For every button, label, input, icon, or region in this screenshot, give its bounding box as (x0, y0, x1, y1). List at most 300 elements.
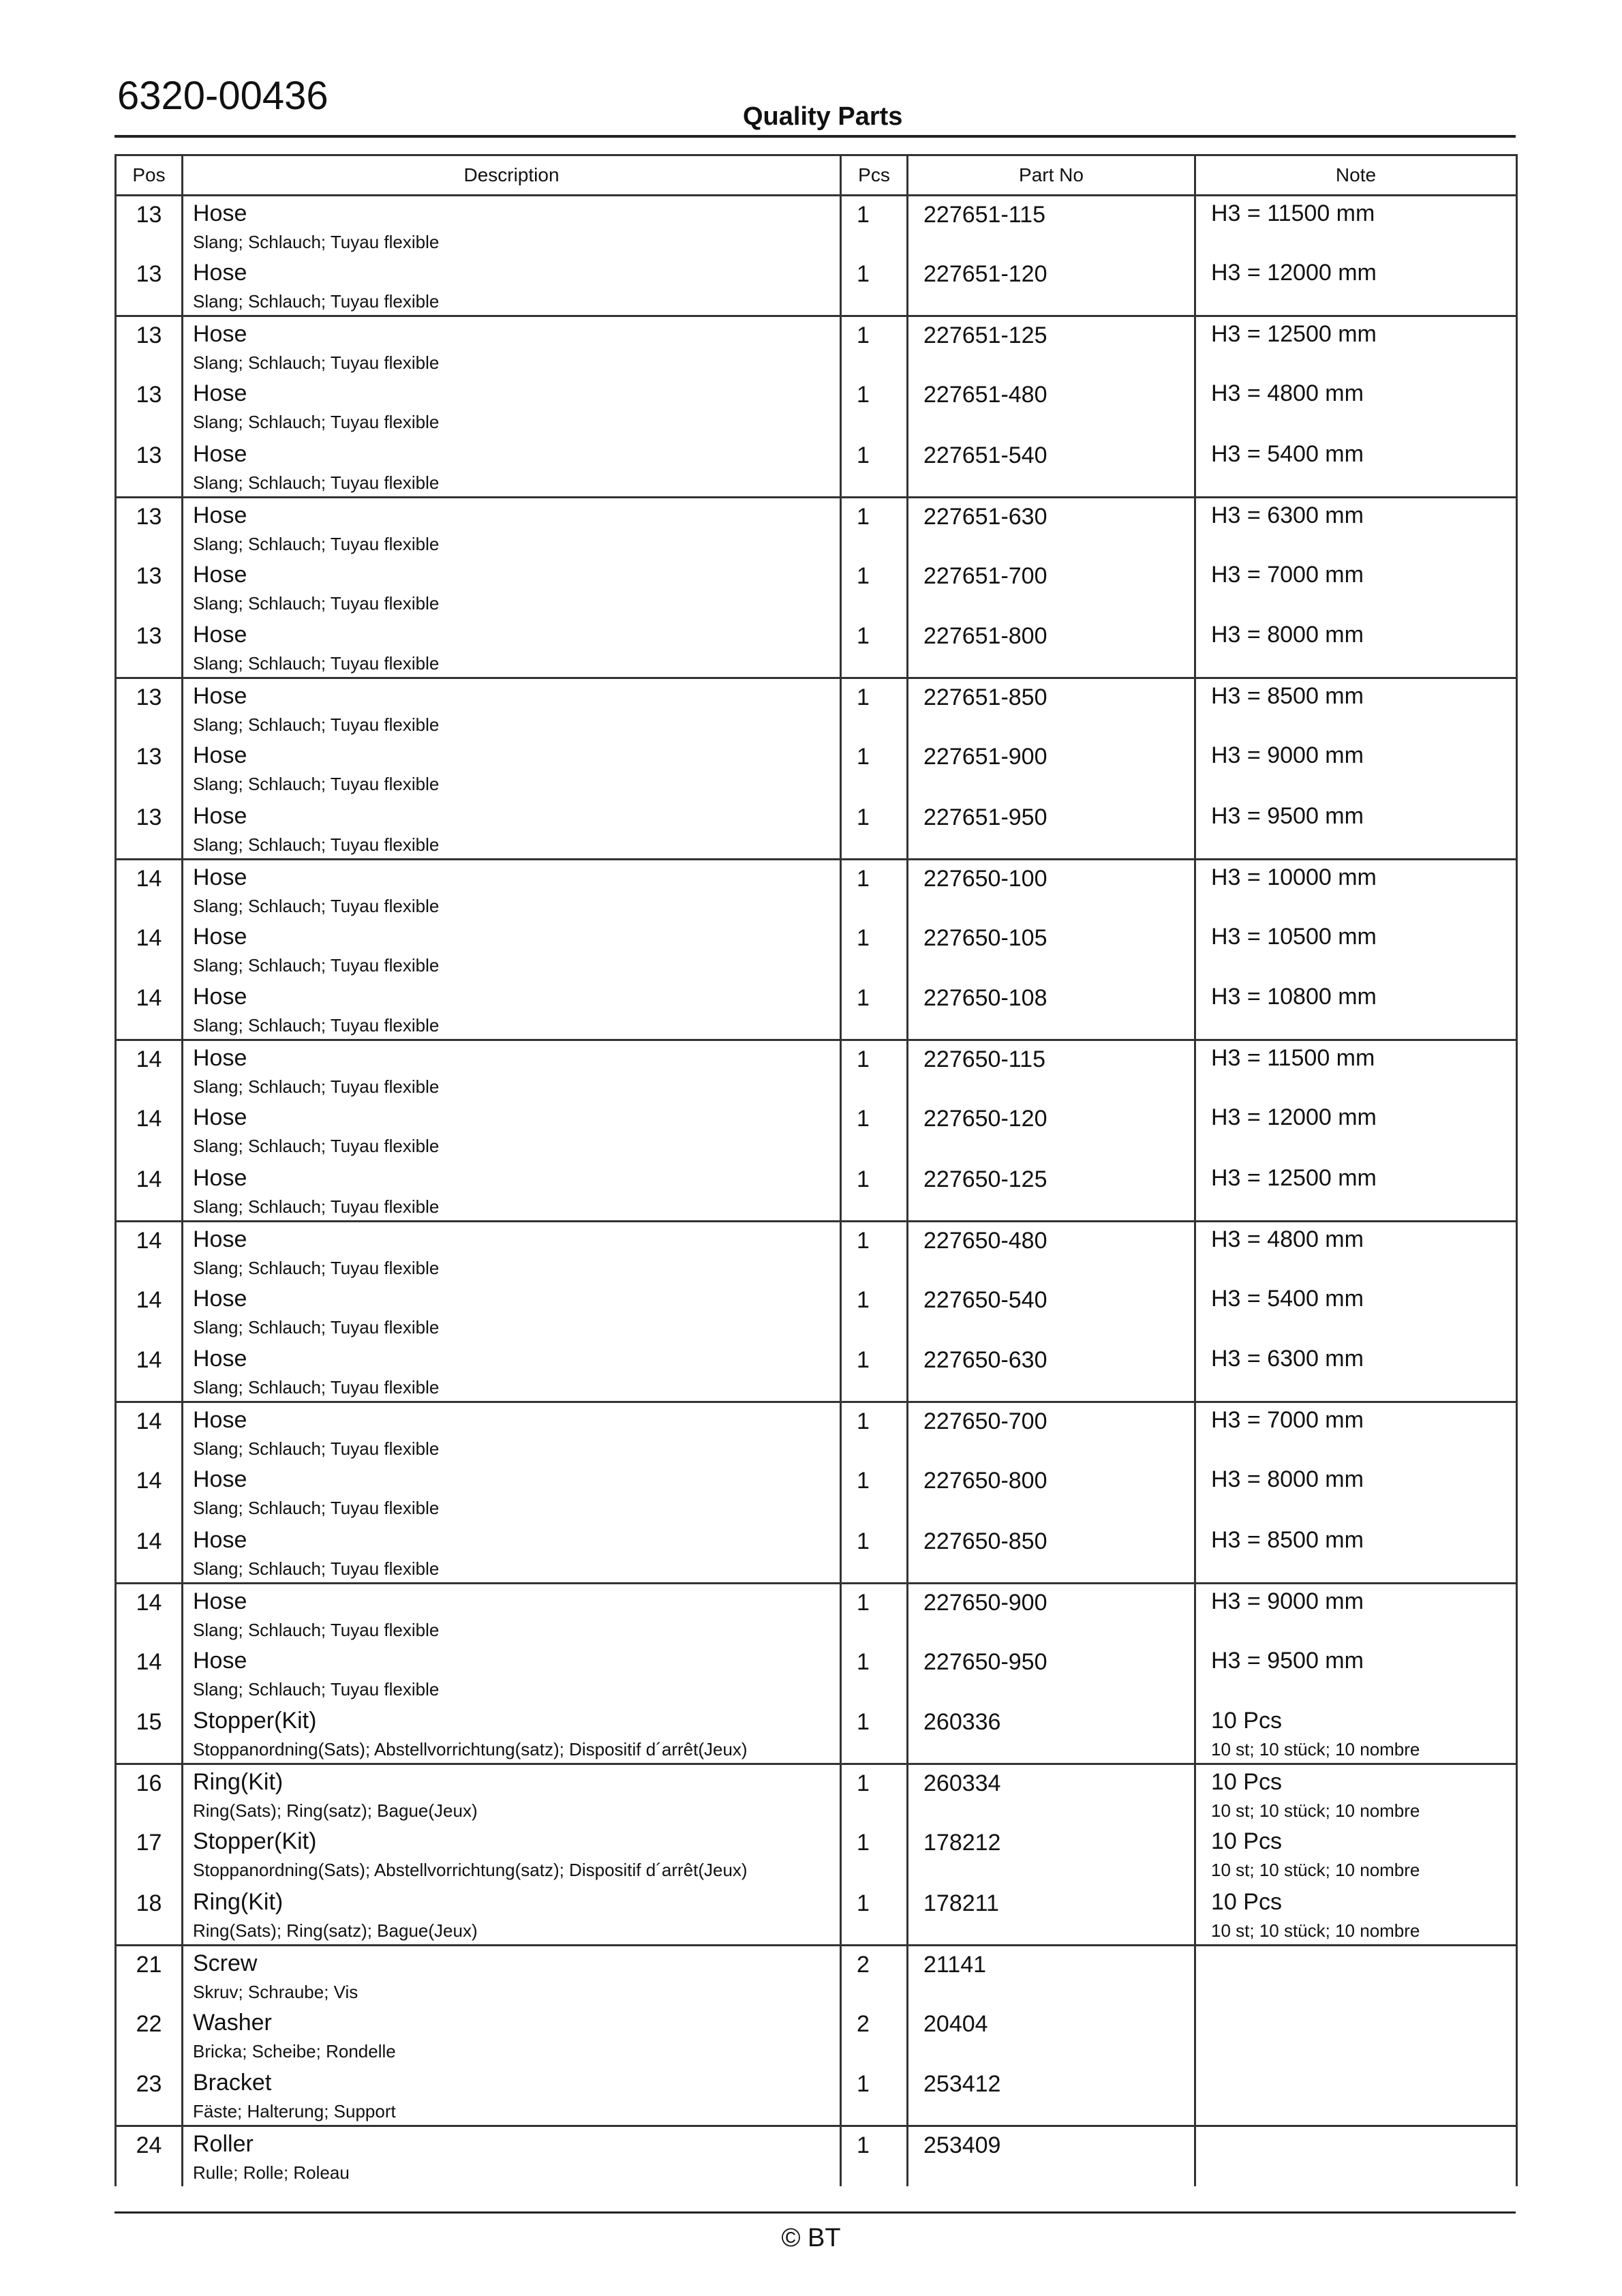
row-pcs: 1 (841, 196, 908, 256)
note-translations: 10 st; 10 stück; 10 nombre (1211, 1800, 1420, 1821)
column-header-pos: Pos (116, 155, 183, 196)
row-description (183, 1462, 841, 1523)
row-description (183, 1824, 841, 1885)
table-row (116, 1462, 1517, 1523)
note-translations: 10 st; 10 stück; 10 nombre (1211, 1860, 1420, 1880)
description-main: Hose (193, 380, 247, 406)
description-translations: Slang; Schlauch; Tuyau flexible (193, 1196, 440, 1217)
note-translations (1196, 2011, 1516, 2019)
row-note (1195, 1704, 1517, 1764)
row-note (1195, 316, 1517, 377)
description-translations: Slang; Schlauch; Tuyau flexible (193, 1076, 440, 1097)
note-main: H3 = 12500 mm (1211, 321, 1377, 347)
note-main: H3 = 9500 mm (1211, 802, 1364, 829)
row-pcs: 1 (841, 738, 908, 799)
note-main: 10 Pcs (1211, 1888, 1282, 1915)
row-pcs: 1 (841, 1100, 908, 1161)
row-pos: 13 (116, 316, 183, 377)
note-main: H3 = 9500 mm (1211, 1647, 1364, 1674)
column-header-description: Description (183, 155, 841, 196)
row-part-no: 260336 (908, 1704, 1195, 1764)
row-description (183, 1161, 841, 1222)
row-part-no: 227650-800 (908, 1462, 1195, 1523)
description-translations: Ring(Sats); Ring(satz); Bague(Jeux) (193, 1800, 478, 1821)
table-row (116, 799, 1517, 860)
description-translations: Slang; Schlauch; Tuyau flexible (193, 352, 440, 373)
row-pos: 15 (116, 1704, 183, 1764)
row-pos: 14 (116, 1342, 183, 1402)
description-main: Hose (193, 864, 247, 890)
row-pos: 13 (116, 678, 183, 739)
row-pos: 23 (116, 2066, 183, 2126)
note-translations: 10 st; 10 stück; 10 nombre (1211, 1739, 1420, 1759)
row-part-no: 227650-630 (908, 1342, 1195, 1402)
note-main: H3 = 10800 mm (1211, 984, 1377, 1010)
description-main: Stopper(Kit) (193, 1708, 317, 1734)
note-main: H3 = 9000 mm (1211, 742, 1364, 768)
row-part-no: 227651-120 (908, 256, 1195, 316)
table-row (116, 1824, 1517, 1885)
note-main: H3 = 7000 mm (1211, 1407, 1364, 1433)
row-pcs: 1 (841, 1704, 908, 1764)
row-pos: 14 (116, 1462, 183, 1523)
description-main: Hose (193, 802, 247, 829)
row-description (183, 1644, 841, 1704)
row-pcs: 1 (841, 678, 908, 739)
page-title: Quality Parts (743, 102, 903, 131)
description-main: Hose (193, 742, 247, 768)
row-description (183, 437, 841, 498)
row-part-no: 227651-950 (908, 799, 1195, 860)
row-note (1195, 1221, 1517, 1282)
description-translations: Slang; Schlauch; Tuyau flexible (193, 895, 440, 916)
row-pos: 13 (116, 376, 183, 437)
row-pcs: 1 (841, 859, 908, 920)
note-main: H3 = 9000 mm (1211, 1588, 1364, 1614)
column-header-part-no: Part No (908, 155, 1195, 196)
row-pos: 14 (116, 920, 183, 980)
row-note (1195, 1462, 1517, 1523)
row-description (183, 799, 841, 860)
description-translations: Slang; Schlauch; Tuyau flexible (193, 291, 440, 312)
row-pcs: 1 (841, 1402, 908, 1463)
table-row (116, 859, 1517, 920)
description-translations: Slang; Schlauch; Tuyau flexible (193, 1619, 440, 1640)
row-part-no: 227650-120 (908, 1100, 1195, 1161)
row-pcs: 1 (841, 1221, 908, 1282)
table-row (116, 1040, 1517, 1101)
table-row (116, 1161, 1517, 1222)
row-part-no: 20404 (908, 2006, 1195, 2066)
description-main: Hose (193, 1588, 247, 1614)
note-main (1196, 1946, 1516, 1952)
description-translations: Slang; Schlauch; Tuyau flexible (193, 533, 440, 554)
note-main: H3 = 5400 mm (1211, 440, 1364, 467)
description-main: Hose (193, 923, 247, 950)
note-main: H3 = 8500 mm (1211, 683, 1364, 709)
description-main: Hose (193, 1226, 247, 1252)
row-note (1195, 980, 1517, 1040)
row-note (1195, 1583, 1517, 1644)
note-main: H3 = 8500 mm (1211, 1526, 1364, 1553)
note-main: H3 = 10500 mm (1211, 923, 1377, 950)
description-translations: Slang; Schlauch; Tuyau flexible (193, 1558, 440, 1579)
description-main: Hose (193, 1526, 247, 1553)
row-pcs: 1 (841, 558, 908, 618)
table-row (116, 2126, 1517, 2187)
row-description (183, 2006, 841, 2066)
description-main: Hose (193, 561, 247, 588)
description-main: Hose (193, 984, 247, 1010)
note-main: H3 = 8000 mm (1211, 1466, 1364, 1492)
row-pos: 18 (116, 1885, 183, 1946)
row-note (1195, 1523, 1517, 1584)
description-main: Hose (193, 1346, 247, 1372)
table-row (116, 1885, 1517, 1946)
note-translations: 10 st; 10 stück; 10 nombre (1211, 1920, 1420, 1941)
row-pos: 17 (116, 1824, 183, 1885)
row-part-no: 227651-115 (908, 196, 1195, 256)
row-pcs: 2 (841, 2006, 908, 2066)
row-description (183, 859, 841, 920)
table-row (116, 1945, 1517, 2006)
row-pos: 14 (116, 1583, 183, 1644)
row-part-no: 227651-630 (908, 497, 1195, 558)
row-pcs: 1 (841, 980, 908, 1040)
row-description (183, 1583, 841, 1644)
description-main: Hose (193, 1164, 247, 1191)
description-translations: Slang; Schlauch; Tuyau flexible (193, 954, 440, 976)
row-part-no: 227651-480 (908, 376, 1195, 437)
note-main: H3 = 11500 mm (1211, 1045, 1375, 1071)
description-translations: Slang; Schlauch; Tuyau flexible (193, 472, 440, 493)
row-pcs: 1 (841, 1282, 908, 1342)
row-note (1195, 2006, 1517, 2066)
table-row (116, 196, 1517, 256)
row-note (1195, 497, 1517, 558)
row-note (1195, 738, 1517, 799)
row-description (183, 980, 841, 1040)
row-part-no: 227650-850 (908, 1523, 1195, 1584)
row-pos: 14 (116, 1282, 183, 1342)
description-main: Hose (193, 1407, 247, 1433)
note-main: H3 = 10000 mm (1211, 864, 1377, 890)
table-row (116, 497, 1517, 558)
row-pcs: 1 (841, 1040, 908, 1101)
row-pcs: 1 (841, 497, 908, 558)
note-translations (1196, 2132, 1516, 2141)
row-pos: 16 (116, 1764, 183, 1825)
row-part-no: 227651-900 (908, 738, 1195, 799)
description-translations: Slang; Schlauch; Tuyau flexible (193, 1257, 440, 1278)
row-pcs: 1 (841, 2126, 908, 2187)
description-main: Hose (193, 622, 247, 648)
row-part-no: 227650-100 (908, 859, 1195, 920)
row-note (1195, 1824, 1517, 1885)
description-main: Hose (193, 200, 247, 226)
row-description (183, 920, 841, 980)
description-translations: Bricka; Scheibe; Rondelle (193, 2040, 396, 2061)
row-pos: 14 (116, 1402, 183, 1463)
row-pcs: 1 (841, 2066, 908, 2126)
description-translations: Skruv; Schraube; Vis (193, 1981, 358, 2002)
table-row (116, 376, 1517, 437)
table-row (116, 920, 1517, 980)
row-description (183, 1221, 841, 1282)
note-main (1196, 2006, 1516, 2011)
row-note (1195, 558, 1517, 618)
row-part-no: 178212 (908, 1824, 1195, 1885)
note-main: H3 = 4800 mm (1211, 380, 1364, 406)
row-pos: 13 (116, 437, 183, 498)
document-number: 6320-00436 (117, 74, 328, 118)
row-pcs: 1 (841, 1342, 908, 1402)
row-part-no: 227650-105 (908, 920, 1195, 980)
table-row (116, 1583, 1517, 1644)
row-note (1195, 1885, 1517, 1946)
description-translations: Slang; Schlauch; Tuyau flexible (193, 1438, 440, 1459)
table-row (116, 738, 1517, 799)
row-pos: 13 (116, 618, 183, 678)
description-translations: Slang; Schlauch; Tuyau flexible (193, 1377, 440, 1398)
note-main: H3 = 12500 mm (1211, 1164, 1377, 1191)
row-part-no: 227651-800 (908, 618, 1195, 678)
description-main: Hose (193, 1104, 247, 1130)
description-main: Washer (193, 2009, 272, 2036)
table-row (116, 2006, 1517, 2066)
description-translations: Slang; Schlauch; Tuyau flexible (193, 1015, 440, 1036)
description-main: Hose (193, 260, 247, 286)
description-translations: Slang; Schlauch; Tuyau flexible (193, 592, 440, 614)
table-row (116, 980, 1517, 1040)
description-main: Hose (193, 1647, 247, 1674)
description-translations: Slang; Schlauch; Tuyau flexible (193, 412, 440, 432)
note-main: H3 = 5400 mm (1211, 1285, 1364, 1312)
row-description (183, 2126, 841, 2187)
row-note (1195, 1040, 1517, 1101)
description-translations: Stoppanordning(Sats); Abstellvorrichtung(satz); Dispositif d´arrêt(Jeux) (193, 1739, 748, 1759)
description-translations: Slang; Schlauch; Tuyau flexible (193, 1498, 440, 1518)
description-main: Screw (193, 1950, 258, 1976)
note-main: H3 = 8000 mm (1211, 622, 1364, 648)
row-description (183, 1523, 841, 1584)
row-description (183, 1282, 841, 1342)
description-translations: Slang; Schlauch; Tuyau flexible (193, 774, 440, 794)
row-part-no: 227650-950 (908, 1644, 1195, 1704)
note-main: 10 Pcs (1211, 1708, 1282, 1734)
table-row (116, 1402, 1517, 1463)
row-description (183, 558, 841, 618)
table-row (116, 618, 1517, 678)
table-row (116, 2066, 1517, 2126)
description-translations: Slang; Schlauch; Tuyau flexible (193, 834, 440, 855)
description-translations: Slang; Schlauch; Tuyau flexible (193, 653, 440, 674)
row-description (183, 2066, 841, 2126)
row-description (183, 497, 841, 558)
row-note (1195, 1161, 1517, 1222)
row-note (1195, 1100, 1517, 1161)
description-main: Ring(Kit) (193, 1888, 284, 1915)
row-note (1195, 437, 1517, 498)
description-main: Roller (193, 2131, 254, 2157)
row-pos: 13 (116, 256, 183, 316)
description-main: Hose (193, 440, 247, 467)
note-main: H3 = 6300 mm (1211, 502, 1364, 528)
row-description (183, 1885, 841, 1946)
row-part-no: 227650-540 (908, 1282, 1195, 1342)
table-row (116, 558, 1517, 618)
row-note (1195, 618, 1517, 678)
row-pcs: 1 (841, 1644, 908, 1704)
table-row (116, 1282, 1517, 1342)
description-main: Hose (193, 1045, 247, 1071)
row-pos: 14 (116, 1100, 183, 1161)
row-note (1195, 859, 1517, 920)
table-row (116, 1523, 1517, 1584)
row-note (1195, 1342, 1517, 1402)
row-note (1195, 799, 1517, 860)
row-note (1195, 2066, 1517, 2126)
row-part-no: 227650-125 (908, 1161, 1195, 1222)
row-description (183, 196, 841, 256)
description-main: Hose (193, 321, 247, 347)
note-main (1196, 2066, 1516, 2071)
row-description (183, 256, 841, 316)
description-main: Hose (193, 1466, 247, 1492)
row-description (183, 1342, 841, 1402)
row-description (183, 1040, 841, 1101)
row-description (183, 1100, 841, 1161)
table-row (116, 256, 1517, 316)
row-note (1195, 376, 1517, 437)
table-row (116, 678, 1517, 739)
row-note (1195, 1402, 1517, 1463)
description-main: Hose (193, 683, 247, 709)
row-description (183, 618, 841, 678)
row-description (183, 738, 841, 799)
row-description (183, 1402, 841, 1463)
row-pos: 14 (116, 1523, 183, 1584)
description-translations: Rulle; Rolle; Roleau (193, 2162, 350, 2183)
note-main: H3 = 12000 mm (1211, 1104, 1377, 1130)
header-divider (114, 135, 1516, 138)
table-row (116, 1704, 1517, 1764)
row-part-no: 227651-125 (908, 316, 1195, 377)
note-main: H3 = 7000 mm (1211, 561, 1364, 588)
row-pos: 13 (116, 497, 183, 558)
row-pos: 24 (116, 2126, 183, 2187)
row-part-no: 227650-700 (908, 1402, 1195, 1463)
description-main: Hose (193, 502, 247, 528)
row-description (183, 678, 841, 739)
row-part-no: 253409 (908, 2126, 1195, 2187)
row-pos: 13 (116, 196, 183, 256)
row-pcs: 1 (841, 799, 908, 860)
row-pos: 14 (116, 1040, 183, 1101)
row-part-no: 178211 (908, 1885, 1195, 1946)
row-note (1195, 1945, 1517, 2006)
note-main: H3 = 4800 mm (1211, 1226, 1364, 1252)
note-main: H3 = 6300 mm (1211, 1346, 1364, 1372)
row-part-no: 260334 (908, 1764, 1195, 1825)
row-pcs: 1 (841, 437, 908, 498)
row-note (1195, 196, 1517, 256)
note-main: H3 = 11500 mm (1211, 200, 1375, 226)
row-note (1195, 920, 1517, 980)
row-pcs: 2 (841, 1945, 908, 2006)
note-main: 10 Pcs (1211, 1828, 1282, 1854)
row-part-no: 227650-900 (908, 1583, 1195, 1644)
row-pos: 14 (116, 859, 183, 920)
row-description (183, 1704, 841, 1764)
description-translations: Slang; Schlauch; Tuyau flexible (193, 1316, 440, 1338)
table-row (116, 1644, 1517, 1704)
row-pos: 13 (116, 558, 183, 618)
row-description (183, 1945, 841, 2006)
description-main: Stopper(Kit) (193, 1828, 317, 1854)
row-note (1195, 1282, 1517, 1342)
description-translations: Stoppanordning(Sats); Abstellvorrichtung(satz); Dispositif d´arrêt(Jeux) (193, 1860, 748, 1880)
description-translations: Slang; Schlauch; Tuyau flexible (193, 1678, 440, 1700)
copyright-text: © BT (781, 2224, 841, 2252)
note-main (1196, 2127, 1516, 2132)
note-translations (1196, 2071, 1516, 2079)
description-main: Hose (193, 1285, 247, 1312)
row-description (183, 1764, 841, 1825)
table-row (116, 1342, 1517, 1402)
row-part-no: 227651-850 (908, 678, 1195, 739)
table-row (116, 1764, 1517, 1825)
row-part-no: 227651-700 (908, 558, 1195, 618)
row-note (1195, 1644, 1517, 1704)
row-pos: 14 (116, 980, 183, 1040)
table-header-row (116, 155, 1517, 196)
row-note (1195, 2126, 1517, 2187)
description-main: Ring(Kit) (193, 1769, 284, 1795)
row-pos: 14 (116, 1161, 183, 1222)
footer-divider (114, 2211, 1516, 2214)
row-pcs: 1 (841, 1161, 908, 1222)
row-pcs: 1 (841, 618, 908, 678)
row-part-no: 227650-108 (908, 980, 1195, 1040)
row-pcs: 1 (841, 920, 908, 980)
row-pos: 13 (116, 738, 183, 799)
description-translations: Slang; Schlauch; Tuyau flexible (193, 232, 440, 252)
description-translations: Slang; Schlauch; Tuyau flexible (193, 1136, 440, 1156)
table-row (116, 1221, 1517, 1282)
row-part-no: 227651-540 (908, 437, 1195, 498)
row-pos: 13 (116, 799, 183, 860)
note-main: 10 Pcs (1211, 1769, 1282, 1795)
row-pcs: 1 (841, 256, 908, 316)
row-pcs: 1 (841, 376, 908, 437)
note-main: H3 = 12000 mm (1211, 260, 1377, 286)
row-part-no: 253412 (908, 2066, 1195, 2126)
row-pcs: 1 (841, 1764, 908, 1825)
description-translations: Slang; Schlauch; Tuyau flexible (193, 714, 440, 735)
column-header-note: Note (1195, 155, 1517, 196)
table-row (116, 1100, 1517, 1161)
row-part-no: 227650-480 (908, 1221, 1195, 1282)
row-pcs: 1 (841, 1523, 908, 1584)
row-pos: 14 (116, 1644, 183, 1704)
table-body (116, 196, 1517, 2187)
parts-table (114, 154, 1518, 2186)
row-pcs: 1 (841, 1462, 908, 1523)
description-main: Bracket (193, 2070, 272, 2096)
table-row (116, 437, 1517, 498)
row-note (1195, 1764, 1517, 1825)
